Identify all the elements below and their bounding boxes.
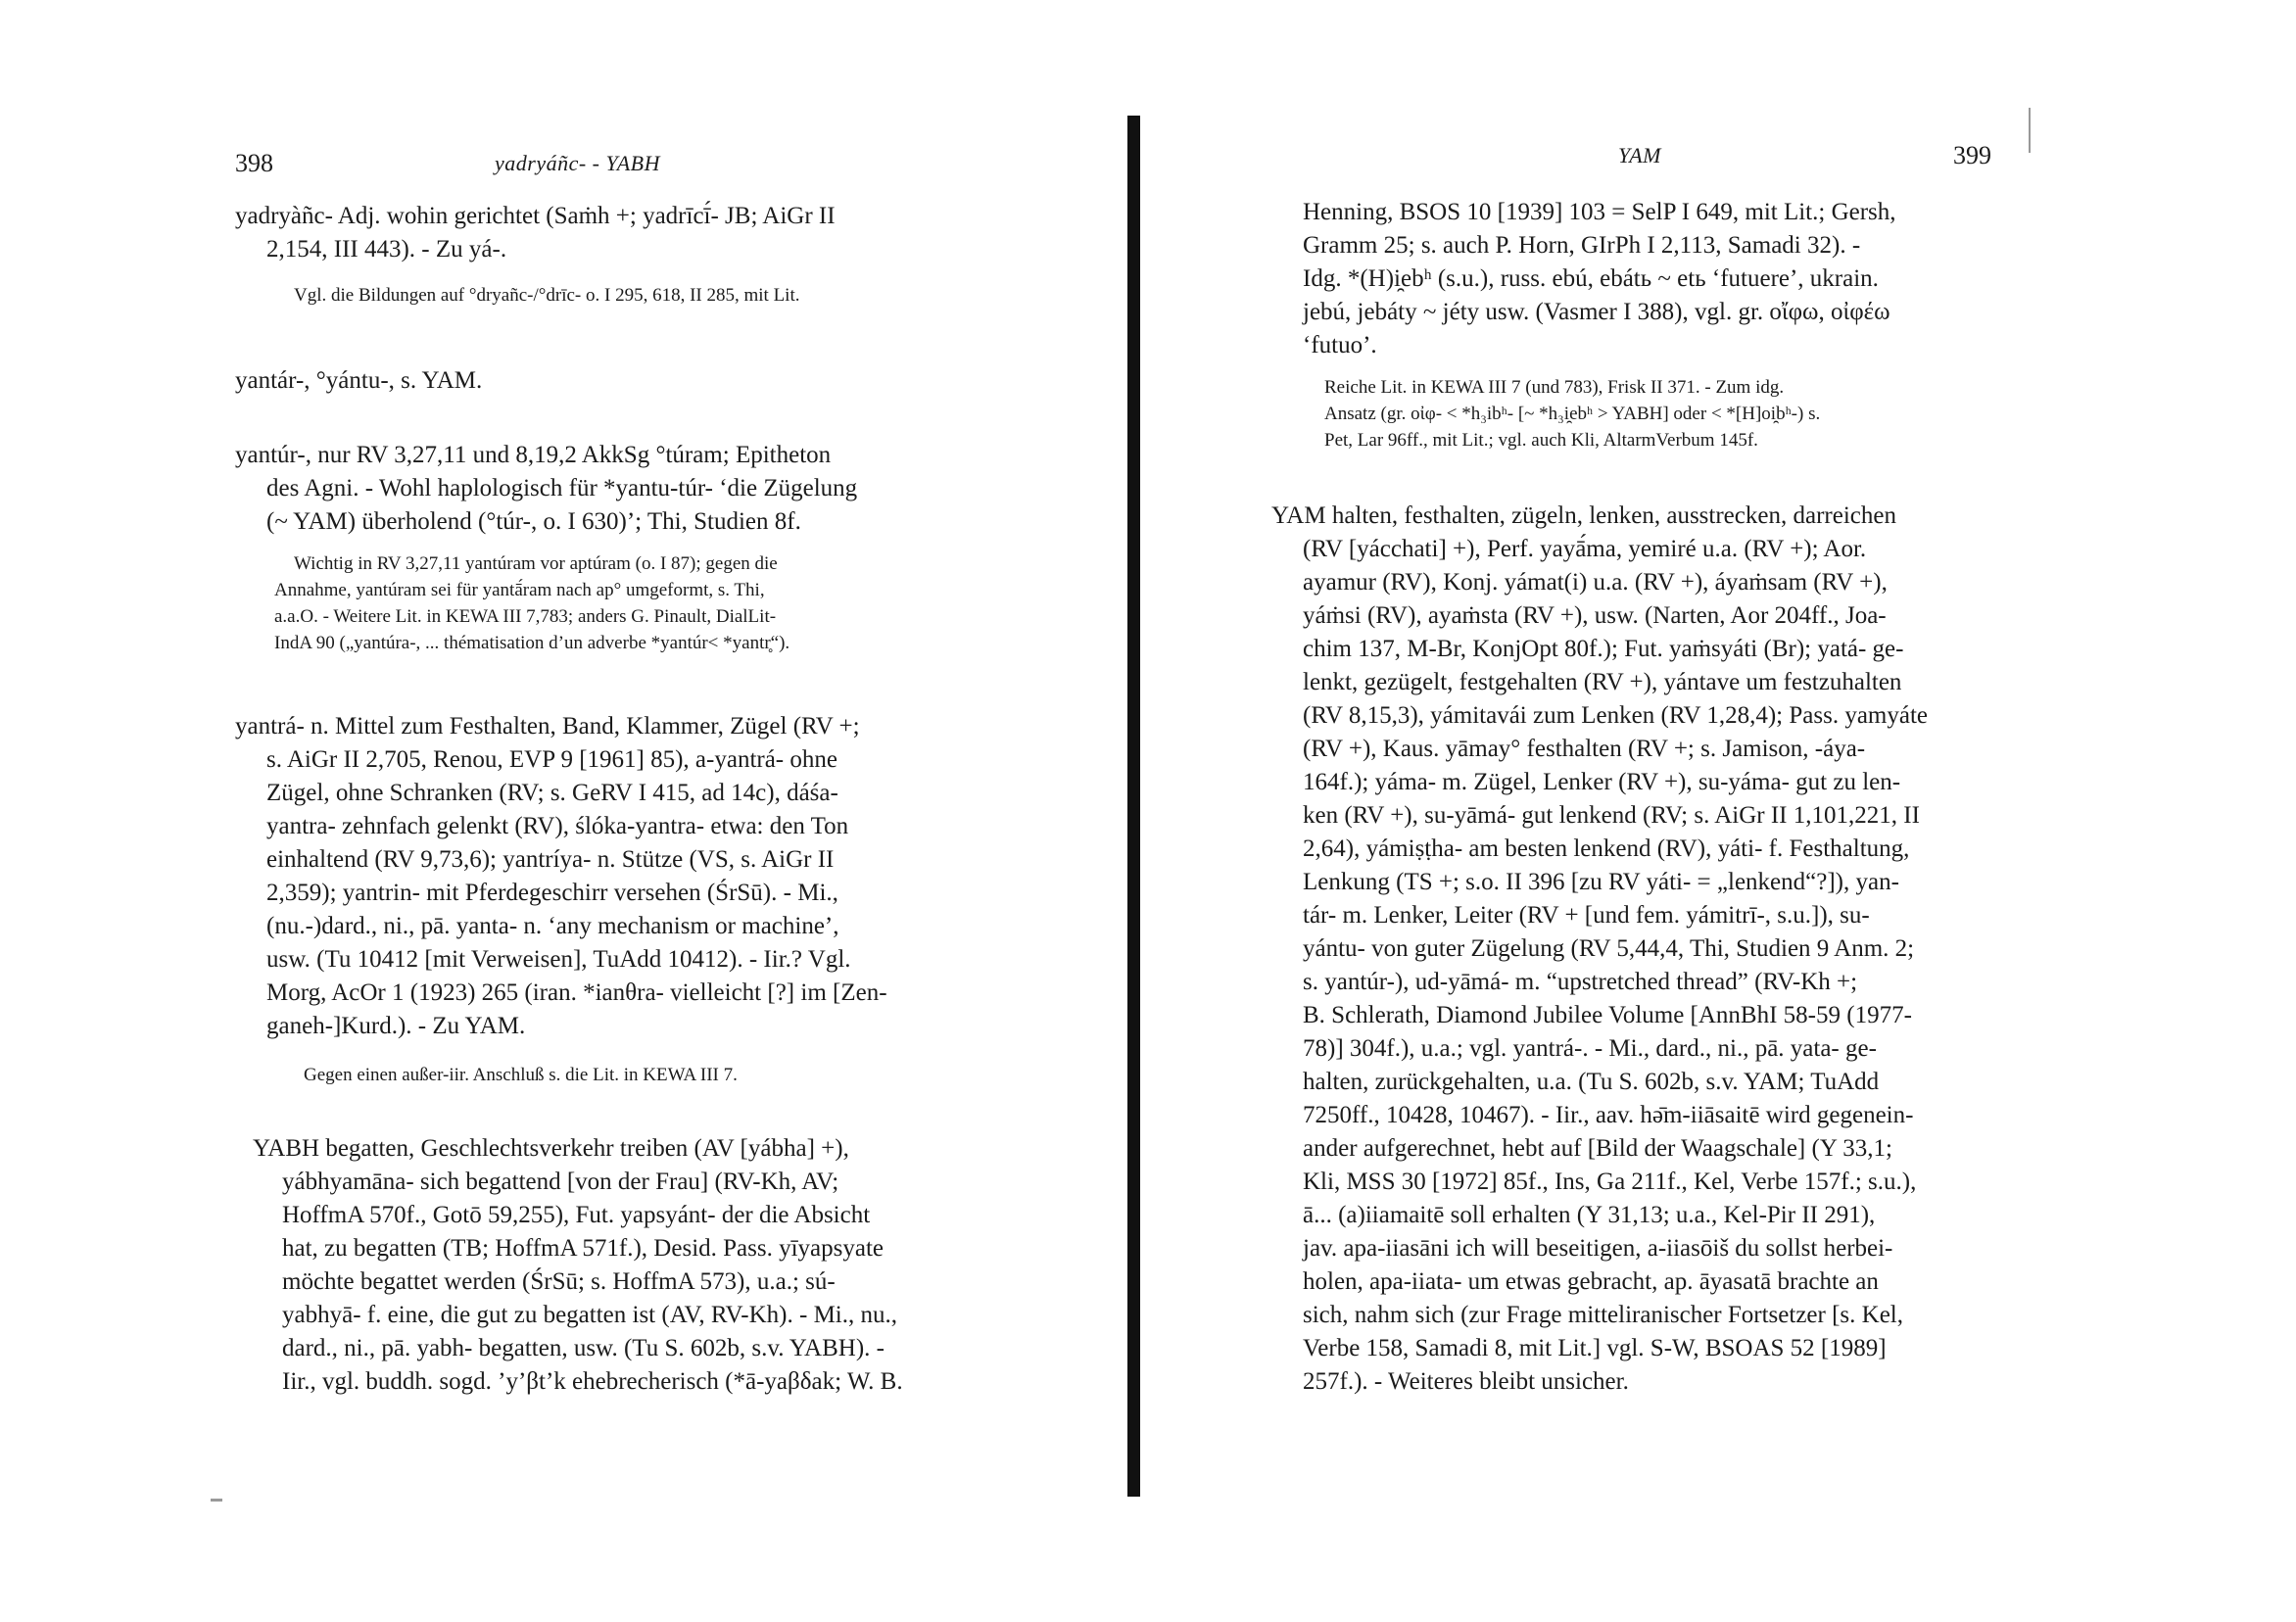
entry-line: ‘futuo’. [1303, 332, 1377, 358]
entry-line: 164f.); yáma- m. Zügel, Lenker (RV +), su-yáma- gut zu len- [1303, 769, 1901, 795]
note-line: Vgl. die Bildungen auf °dryañc-/°drīc- o. I 295, 618, II 285, mit Lit. [294, 285, 800, 306]
entry-line: s. yantúr-), ud-yāmá- m. “upstretched thread” (RV-Kh +; [1303, 969, 1858, 995]
entry-line: yántu- von guter Zügelung (RV 5,44,4, Thi, Studien 9 Anm. 2; [1303, 935, 1915, 962]
note-line: Annahme, yantúram sei für yantā́ram nach ap° umgeformt, s. Thi, [274, 580, 765, 600]
entry-line: Idg. *(H)i̯ebʰ (s.u.), russ. ebú, ebátь ~ etь ‘futuere’, ukrain. [1303, 265, 1879, 292]
right-running-header: YAM [1618, 143, 1661, 167]
binding-gutter [1127, 116, 1140, 1497]
entry-line: hat, zu begatten (TB; HoffmA 571f.), Desid. Pass. yīyapsyate [282, 1235, 885, 1262]
entry-line: yadryàñc- Adj. wohin gerichtet (Saṁh +; yadrīcī́- JB; AiGr II [235, 203, 836, 229]
entry-line: s. AiGr II 2,705, Renou, EVP 9 [1961] 85), a-yantrá- ohne [266, 746, 837, 773]
scan-mark [2029, 108, 2031, 153]
entry-line: 2,359); yantrin- mit Pferdegeschirr versehen (ŚrSū). - Mi., [266, 880, 838, 906]
entry-line: jav. apa-iiasāni ich will beseitigen, a-iiasōiš du sollst herbei- [1303, 1235, 1893, 1262]
entry-line: YABH begatten, Geschlechtsverkehr treiben (AV [yábha] +), [253, 1135, 849, 1162]
entry-line: 257f.). - Weiteres bleibt unsicher. [1303, 1368, 1629, 1395]
entry-line: usw. (Tu 10412 [mit Verweisen], TuAdd 10412). - Iir.? Vgl. [266, 946, 851, 973]
entry-line: (nu.-)dard., ni., pā. yanta- n. ‘any mechanism or machine’, [266, 913, 839, 939]
entry-line: dard., ni., pā. yabh- begatten, usw. (Tu S. 602b, s.v. YABH). - [282, 1335, 885, 1361]
scan-mark [211, 1499, 222, 1502]
entry-line: yantúr-, nur RV 3,27,11 und 8,19,2 AkkSg °túram; Epitheton [235, 442, 832, 468]
entry-line: yantrá- n. Mittel zum Festhalten, Band, Klammer, Zügel (RV +; [235, 713, 860, 739]
entry-line: yantra- zehnfach gelenkt (RV), ślóka-yantra- etwa: den Ton [266, 813, 849, 839]
entry-line: (~ YAM) überholend (°túr-, o. I 630)’; Thi, Studien 8f. [266, 508, 801, 535]
entry-line: des Agni. - Wohl haplologisch für *yantu-túr- ‘die Zügelung [266, 475, 858, 501]
entry-line: Verbe 158, Samadi 8, mit Lit.] vgl. S-W, BSOAS 52 [1989] [1303, 1335, 1887, 1361]
entry-line: yantár-, °yántu-, s. YAM. [235, 367, 483, 394]
note-line: Pet, Lar 96ff., mit Lit.; vgl. auch Kli, AltarmVerbum 145f. [1324, 430, 1758, 451]
entry-line: 7250ff., 10428, 10467). - Iir., aav. hə̄m-iiāsaitē wird gegenein- [1303, 1102, 1914, 1128]
entry-line: (RV +), Kaus. yāmay° festhalten (RV +; s. Jamison, -áya- [1303, 736, 1866, 762]
note-line: a.a.O. - Weitere Lit. in KEWA III 7,783; anders G. Pinault, DialLit- [274, 606, 777, 627]
right-page-number: 399 [1953, 141, 1991, 169]
entry-line: HoffmA 570f., Gotō 59,255), Fut. yapsyánt- der die Absicht [282, 1202, 871, 1228]
entry-line: ken (RV +), su-yāmá- gut lenkend (RV; s. AiGr II 1,101,221, II [1303, 802, 1920, 829]
entry-line: yáṁsi (RV), ayaṁsta (RV +), usw. (Narten, Aor 204ff., Joa- [1303, 602, 1887, 629]
entry-line: (RV [yácchati] +), Perf. yayā́ma, yemiré u.a. (RV +); Aor. [1303, 536, 1867, 562]
left-running-header: yadryáñc- - YABH [495, 151, 660, 175]
entry-line: ā... (a)iiamaitē soll erhalten (Y 31,13; u.a., Kel-Pir II 291), [1303, 1202, 1876, 1228]
entry-line: ayamur (RV), Konj. yámat(i) u.a. (RV +), áyaṁsam (RV +), [1303, 569, 1888, 596]
note-line: Gegen einen außer-iir. Anschluß s. die Lit. in KEWA III 7. [304, 1065, 738, 1085]
entry-line: yabhyā- f. eine, die gut zu begatten ist (AV, RV-Kh). - Mi., nu., [282, 1302, 897, 1328]
note-line: IndA 90 („yantúra-, ... thématisation d’un adverbe *yantúr< *yantr̥“). [274, 633, 790, 653]
entry-line: Iir., vgl. buddh. sogd. ’y’βt’k ehebrecherisch (*ā-yaβδak; W. B. [282, 1368, 903, 1395]
entry-line: sich, nahm sich (zur Frage mitteliranischer Fortsetzer [s. Kel, [1303, 1302, 1904, 1328]
entry-line: holen, apa-iiata- um etwas gebracht, ap. āyasatā brachte an [1303, 1268, 1879, 1295]
entry-line: Henning, BSOS 10 [1939] 103 = SelP I 649, mit Lit.; Gersh, [1303, 199, 1896, 225]
entry-line: 2,154, III 443). - Zu yá-. [266, 236, 507, 262]
entry-line: Gramm 25; s. auch P. Horn, GIrPh I 2,113, Samadi 32). - [1303, 232, 1861, 259]
entry-line: lenkt, gezügelt, festgehalten (RV +), yántave um festzuhalten [1303, 669, 1902, 695]
entry-line: halten, zurückgehalten, u.a. (Tu S. 602b, s.v. YAM; TuAdd [1303, 1069, 1880, 1095]
entry-line: jebú, jebáty ~ jéty usw. (Vasmer I 388), vgl. gr. οἴφω, οἰφέω [1303, 299, 1890, 325]
entry-line: ganeh-]Kurd.). - Zu YAM. [266, 1013, 526, 1039]
note-line: Reiche Lit. in KEWA III 7 (und 783), Frisk II 371. - Zum idg. [1324, 377, 1785, 398]
entry-line: chim 137, M-Br, KonjOpt 80f.); Fut. yaṁsyáti (Br); yatá- ge- [1303, 636, 1904, 662]
entry-line: yábhyamāna- sich begattend [von der Frau] (RV-Kh, AV; [282, 1169, 839, 1195]
entry-line: einhaltend (RV 9,73,6); yantríya- n. Stütze (VS, s. AiGr II [266, 846, 835, 873]
note-line: Wichtig in RV 3,27,11 yantúram vor aptúram (o. I 87); gegen die [294, 553, 778, 574]
entry-line: tár- m. Lenker, Leiter (RV + [und fem. yámitrī-, s.u.]), su- [1303, 902, 1870, 929]
left-page-number: 398 [235, 149, 273, 177]
entry-line: Zügel, ohne Schranken (RV; s. GeRV I 415, ad 14c), dáśa- [266, 780, 838, 806]
entry-line: B. Schlerath, Diamond Jubilee Volume [AnnBhI 58-59 (1977- [1303, 1002, 1912, 1028]
entry-line: (RV 8,15,3), yámitavái zum Lenken (RV 1,28,4); Pass. yamyáte [1303, 702, 1929, 729]
entry-line: YAM halten, festhalten, zügeln, lenken, ausstrecken, darreichen [1271, 502, 1896, 529]
entry-line: 2,64), yámiṣṭha- am besten lenkend (RV), yáti- f. Festhaltung, [1303, 835, 1910, 862]
entry-line: Lenkung (TS +; s.o. II 396 [zu RV yáti- = „lenkend“?]), yan- [1303, 869, 1899, 895]
entry-line: ander aufgerechnet, hebt auf [Bild der Waagschale] (Y 33,1; [1303, 1135, 1892, 1162]
entry-line: 78)] 304f.), u.a.; vgl. yantrá-. - Mi., dard., ni., pā. yata- ge- [1303, 1035, 1877, 1062]
note-line: Ansatz (gr. οἰφ- < *h₃ibʰ- [~ *h₃i̯ebʰ > YABH] oder < *[H]oi̯bʰ-) s. [1324, 404, 1821, 424]
entry-line: möchte begattet werden (ŚrSū; s. HoffmA 573), u.a.; sú- [282, 1268, 836, 1295]
entry-line: Morg, AcOr 1 (1923) 265 (iran. *ianθra- vielleicht [?] im [Zen- [266, 979, 887, 1006]
entry-line: Kli, MSS 30 [1972] 85f., Ins, Ga 211f., Kel, Verbe 157f.; s.u.), [1303, 1169, 1917, 1195]
